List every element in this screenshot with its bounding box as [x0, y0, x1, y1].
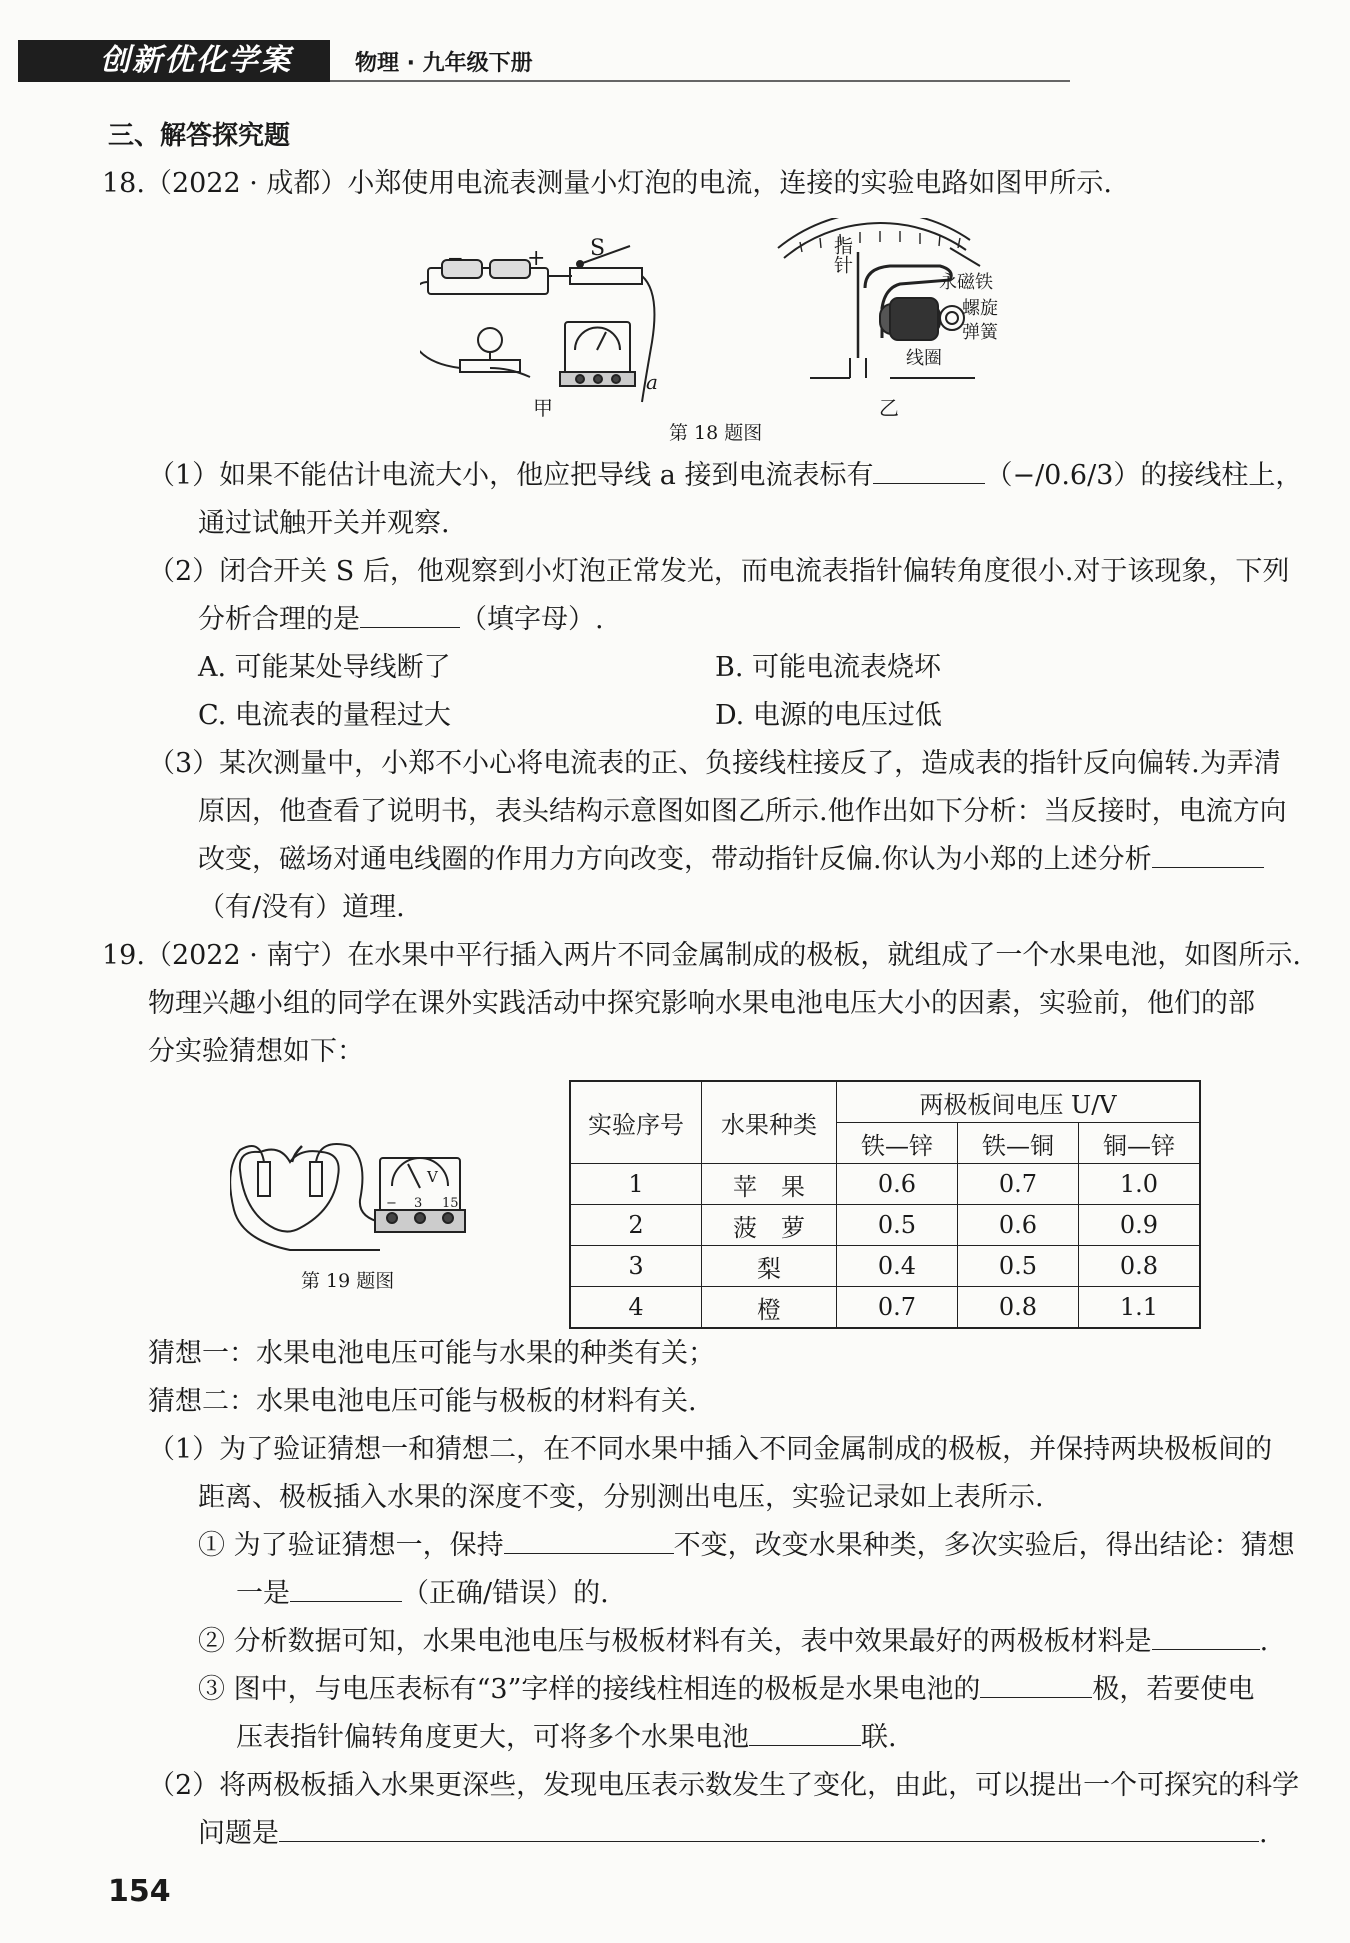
- q18-option-b: B. 可能电流表烧坏: [715, 652, 942, 683]
- cell-voltage: 0.8: [1079, 1246, 1201, 1287]
- q18-option-d: D. 电源的电压过低: [715, 700, 942, 731]
- q18-pointer-label: 指针: [831, 236, 853, 274]
- cell-voltage: 1.0: [1079, 1164, 1201, 1205]
- q18-part2-blank[interactable]: [360, 597, 460, 628]
- cell-index: 4: [570, 1287, 702, 1329]
- table-row: [570, 1246, 1200, 1287]
- cell-voltage: 0.4: [837, 1246, 958, 1287]
- q18-part3-line4: （有/没有）道理.: [198, 892, 405, 923]
- cell-voltage: 0.6: [837, 1164, 958, 1205]
- section-title: 三、解答探究题: [108, 121, 291, 151]
- q19-sub2-line: ② 分析数据可知，水果电池电压与极板材料有关，表中效果最好的两极板材料是 .: [198, 1618, 1268, 1666]
- q19-sub3-line2: 压表指针偏转角度更大，可将多个水果电池 联.: [236, 1714, 897, 1762]
- cell-voltage: 0.9: [1079, 1205, 1201, 1246]
- q18-part3-line3: 改变，磁场对通电线圈的作用力方向改变，带动指针反偏.你认为小郑的上述分析: [198, 836, 1264, 884]
- q18-part1-line2: 通过试触开关并观察.: [198, 508, 450, 539]
- cell-index: 1: [570, 1164, 702, 1205]
- q18-spring-label-2: 弹簧: [962, 322, 998, 343]
- cell-fruit: 菠 萝: [702, 1205, 837, 1246]
- q19-part2-line2: 问题是 .: [198, 1810, 1268, 1858]
- q18-part2-line2: 分析合理的是 （填字母）.: [198, 596, 604, 644]
- table-row: [570, 1287, 1200, 1329]
- cell-fruit: 橙: [702, 1287, 837, 1329]
- table-header-fruit: 水果种类: [702, 1081, 837, 1164]
- q19-part2-blank[interactable]: [279, 1811, 1259, 1842]
- cell-voltage: 0.8: [958, 1287, 1079, 1329]
- cell-voltage: 0.5: [837, 1205, 958, 1246]
- cell-voltage: 0.5: [958, 1246, 1079, 1287]
- q19-sub3-blank1[interactable]: [980, 1667, 1092, 1698]
- table-row: [570, 1164, 1200, 1205]
- table-header-fe-cu: 铁—铜: [958, 1123, 1079, 1164]
- header-rule: [330, 80, 1070, 82]
- q18-part3-line2: 原因，他查看了说明书，表头结构示意图如图乙所示.他作出如下分析：当反接时，电流方向: [198, 796, 1287, 827]
- cell-voltage: 0.6: [958, 1205, 1079, 1246]
- q19-part1-line1: （1）为了验证猜想一和猜想二，在不同水果中插入不同金属制成的极板，并保持两块极板间的: [148, 1434, 1273, 1465]
- q18-stem: 18.（2022 · 成都）小郑使用电流表测量小灯泡的电流，连接的实验电路如图甲所示.: [102, 168, 1112, 199]
- q19-meter-minus-label: −: [386, 1196, 397, 1211]
- q19-sub1-blank1[interactable]: [504, 1523, 674, 1554]
- q18-jia-label: 甲: [533, 396, 553, 420]
- table-header-voltage: 两极板间电压 U/V: [837, 1081, 1201, 1123]
- table-header-index: 实验序号: [570, 1081, 702, 1164]
- q19-stem-line1: 19.（2022 · 南宁）在水果中平行插入两片不同金属制成的极板，就组成了一个水果电池，如图所示.: [102, 940, 1301, 971]
- q19-figure-caption: 第 19 题图: [301, 1270, 395, 1292]
- cell-voltage: 1.1: [1079, 1287, 1201, 1329]
- q19-sub1-line1: ① 为了验证猜想一，保持 不变，改变水果种类，多次实验后，得出结论：猜想: [198, 1522, 1295, 1570]
- q18-option-a: A. 可能某处导线断了: [198, 652, 451, 683]
- q19-sub2-blank[interactable]: [1152, 1619, 1260, 1650]
- q19-stem-line2: 物理兴趣小组的同学在课外实践活动中探究影响水果电池电压大小的因素，实验前，他们的部: [148, 988, 1255, 1019]
- q18-part1-line1: （1）如果不能估计电流大小，他应把导线 a 接到电流表标有 （−/0.6/3）的接线柱上，: [148, 452, 1302, 500]
- book-brand: 创新优化学案: [100, 43, 292, 78]
- q18-plus-label: +: [527, 246, 546, 271]
- q19-sub1-line2: 一是 （正确/错误）的.: [236, 1570, 609, 1618]
- page-number: 154: [108, 1874, 171, 1909]
- q19-meter-3-label: 3: [414, 1196, 423, 1211]
- cell-index: 2: [570, 1205, 702, 1246]
- cell-fruit: 苹 果: [702, 1164, 837, 1205]
- q18-part3-blank[interactable]: [1152, 837, 1264, 868]
- q19-sub3-line1: ③ 图中，与电压表标有“3”字样的接线柱相连的极板是水果电池的 极，若要使电: [198, 1666, 1254, 1714]
- q19-guess2: 猜想二：水果电池电压可能与极板的材料有关.: [148, 1386, 697, 1417]
- book-subject: 物理 · 九年级下册: [355, 51, 533, 76]
- table-header-cu-zn: 铜—锌: [1079, 1123, 1201, 1164]
- q18-wire-a-label: a: [646, 370, 658, 394]
- cell-voltage: 0.7: [837, 1287, 958, 1329]
- q18-switch-label: S: [590, 236, 606, 261]
- q18-part1-blank[interactable]: [873, 453, 985, 484]
- q19-meter-15-label: 15: [442, 1196, 459, 1211]
- cell-index: 3: [570, 1246, 702, 1287]
- q19-part1-line2: 距离、极板插入水果的深度不变，分别测出电压，实验记录如上表所示.: [198, 1482, 1044, 1513]
- q19-stem-line3: 分实验猜想如下：: [148, 1036, 364, 1067]
- table-row: [570, 1205, 1200, 1246]
- q19-sub3-blank2[interactable]: [749, 1715, 861, 1746]
- q19-meter-v-label: V: [427, 1168, 438, 1186]
- cell-fruit: 梨: [702, 1246, 837, 1287]
- q18-option-c: C. 电流表的量程过大: [198, 700, 451, 731]
- q18-minus-label: −: [447, 246, 464, 270]
- q19-voltage-table: [569, 1080, 1201, 1329]
- q19-sub1-blank2[interactable]: [290, 1571, 402, 1602]
- table-header-fe-zn: 铁—锌: [837, 1123, 958, 1164]
- q18-coil-label: 线圈: [906, 348, 942, 369]
- q19-part2-line1: （2）将两极板插入水果更深些，发现电压表示数发生了变化，由此，可以提出一个可探究的科学: [148, 1770, 1300, 1801]
- q18-yi-label: 乙: [879, 396, 899, 420]
- q18-spring-label-1: 螺旋: [962, 298, 998, 319]
- q18-magnet-label: 永磁铁: [939, 272, 993, 293]
- q18-figure-caption: 第 18 题图: [669, 422, 763, 444]
- q18-part3-line1: （3）某次测量中，小郑不小心将电流表的正、负接线柱接反了，造成表的指针反向偏转.为弄清: [148, 748, 1281, 779]
- q19-guess1: 猜想一：水果电池电压可能与水果的种类有关；: [148, 1338, 715, 1369]
- q18-part2-line1: （2）闭合开关 S 后，他观察到小灯泡正常发光，而电流表指针偏转角度很小.对于该现象，下列: [148, 556, 1290, 587]
- cell-voltage: 0.7: [958, 1164, 1079, 1205]
